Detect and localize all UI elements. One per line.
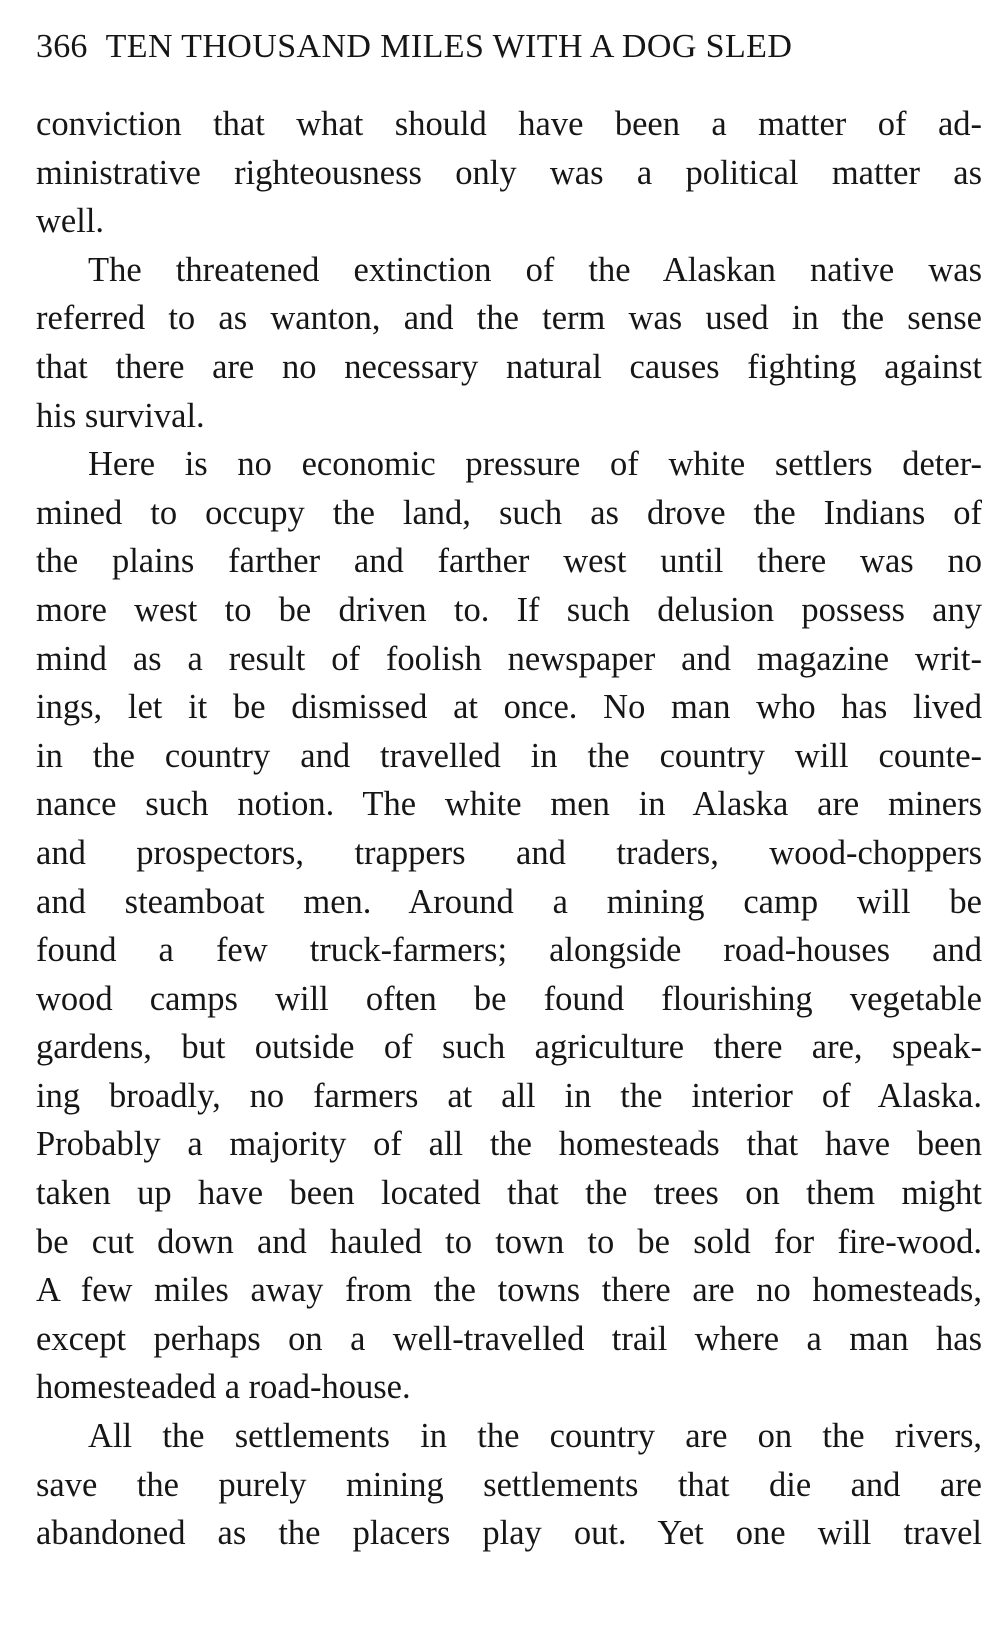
running-title: TEN THOUSAND MILES WITH A DOG SLED bbox=[105, 28, 793, 65]
text-line: conviction that what should have been a matter of ad- bbox=[36, 105, 982, 143]
text-line: Here is no economic pressure of white settlers deter- bbox=[88, 445, 982, 484]
text-line: Probably a majority of all the homesteads that have been bbox=[36, 1125, 982, 1164]
text-line: taken up have been located that the trees on them might bbox=[36, 1174, 982, 1213]
text-line: ing broadly, no farmers at all in the interior of Alaska. bbox=[36, 1076, 982, 1115]
text-line: and prospectors, trappers and traders, wood-choppers bbox=[36, 833, 982, 872]
text-line: nance such notion. The white men in Alaska are miners bbox=[36, 785, 982, 824]
text-line: All the settlements in the country are on the rivers, bbox=[88, 1417, 982, 1456]
text-line: save the purely mining settlements that die and are bbox=[36, 1465, 982, 1504]
text-line: his survival. bbox=[36, 396, 205, 435]
book-page bbox=[36, 26, 982, 1558]
text-line: The threatened extinction of the Alaskan native was bbox=[88, 250, 982, 289]
text-line: wood camps will often be found flourishing vegetable bbox=[36, 979, 982, 1018]
text-line: in the country and travelled in the country will counte- bbox=[36, 736, 982, 775]
text-line: gardens, but outside of such agriculture there are, speak- bbox=[36, 1028, 982, 1067]
page-number: 366 bbox=[36, 28, 88, 65]
text-line: be cut down and hauled to town to be sold for fire-wood. bbox=[36, 1222, 982, 1261]
text-line: the plains farther and farther west until there was no bbox=[36, 542, 982, 581]
text-line: ings, let it be dismissed at once. No man who has lived bbox=[36, 688, 982, 727]
text-line: well. bbox=[36, 202, 105, 241]
text-line: except perhaps on a well-travelled trail where a man has bbox=[36, 1319, 982, 1358]
text-line: referred to as wanton, and the term was used in the sense bbox=[36, 299, 982, 338]
text-line: mind as a result of foolish newspaper and magazine writ- bbox=[36, 639, 982, 678]
body-text bbox=[36, 100, 982, 1558]
text-line: ministrative righteousness only was a political matter as bbox=[36, 153, 982, 192]
text-line: A few miles away from the towns there are no homesteads, bbox=[36, 1271, 982, 1310]
text-line: found a few truck-farmers; alongside road-houses and bbox=[36, 931, 982, 970]
text-line: more west to be driven to. If such delusion possess any bbox=[36, 590, 982, 629]
text-line: that there are no necessary natural causes fighting against bbox=[36, 347, 982, 386]
text-line: homesteaded a road-house. bbox=[36, 1368, 411, 1407]
running-header bbox=[36, 26, 982, 72]
text-line: abandoned as the placers play out. Yet one will travel bbox=[36, 1514, 982, 1553]
text-line: mined to occupy the land, such as drove the Indians of bbox=[36, 493, 982, 532]
text-line: and steamboat men. Around a mining camp will be bbox=[36, 882, 982, 921]
